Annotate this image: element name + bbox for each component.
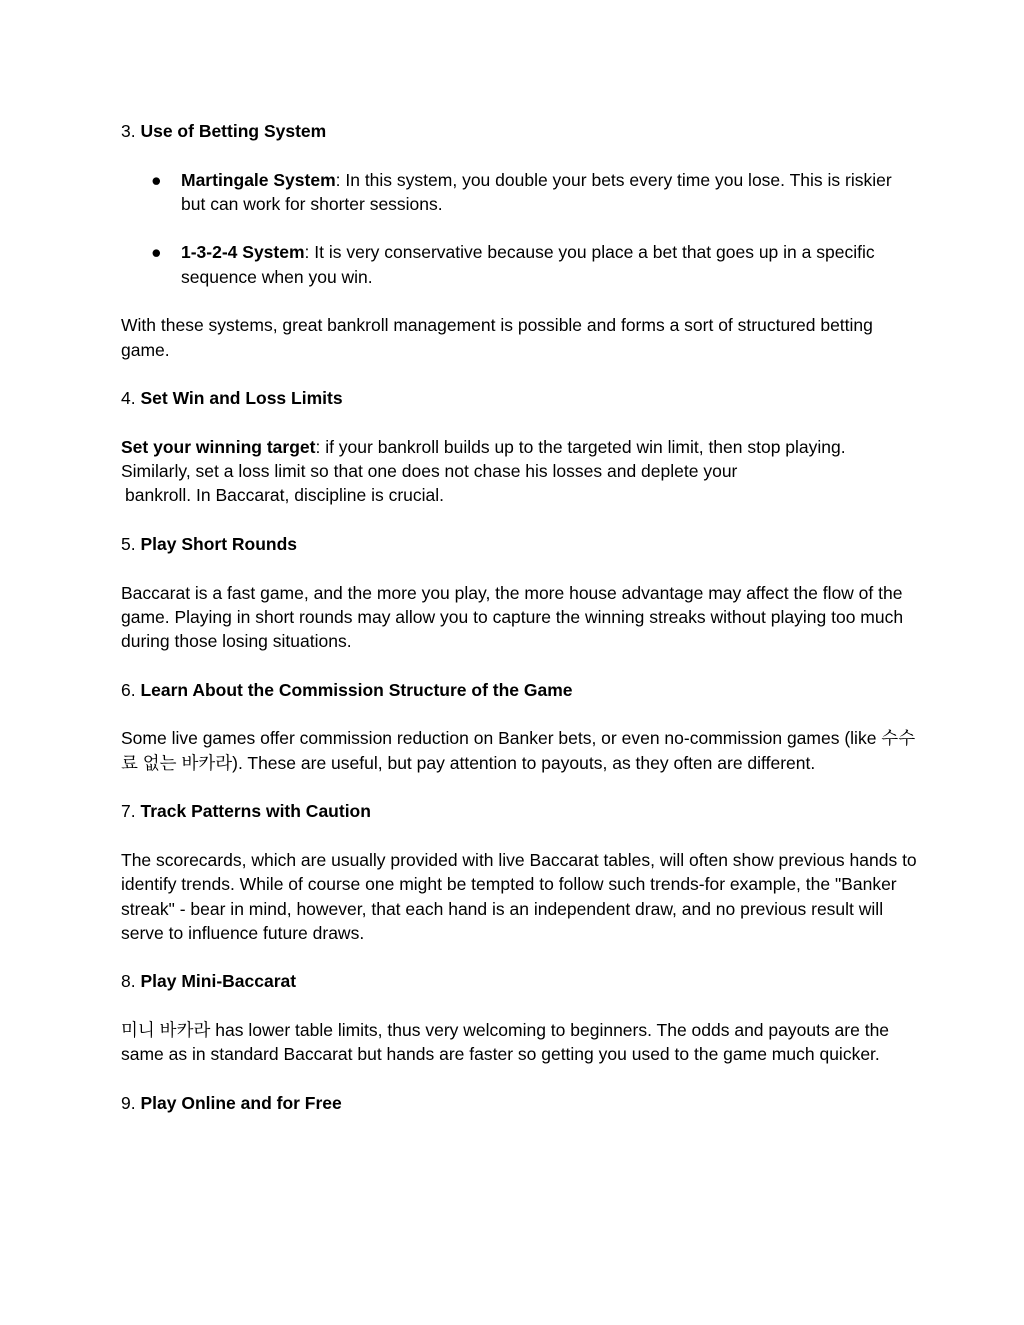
section-5-number: 5. [121,534,141,555]
section-4-body [121,435,921,508]
list-item [121,240,921,289]
section-9-number: 9. [121,1092,141,1113]
section-4-heading [121,386,921,410]
section-6-body: Some live games offer commission reduction on Banker bets, or even no-commission games (like 수수료 없는 바카라). These are useful, but pay attention to payouts, as they often are different. [121,728,916,773]
winning-target-term: Set your winning target [121,436,316,457]
1324-term: 1-3-2-4 System [181,242,305,263]
section-3-closing: With these systems, great bankroll management is possible and forms a sort of structured betting game. [121,315,873,360]
section-4-title: Set Win and Loss Limits [140,388,343,409]
section-9-title: Play Online and for Free [140,1092,342,1113]
section-6-title: Learn About the Commission Structure of the Game [140,679,573,700]
section-7-heading [121,799,921,823]
martingale-term: Martingale System [181,169,336,190]
section-8-title: Play Mini-Baccarat [140,971,297,992]
betting-systems-list [121,168,921,289]
bullet-icon: ● [151,242,162,263]
section-7-number: 7. [121,801,141,822]
martingale-text: : In this system, you double your bets every time you lose. This is riskier but can work for shorter sessions. [181,169,892,214]
document-page [121,119,921,1139]
section-4-number: 4. [121,388,141,409]
section-6-heading [121,678,921,702]
section-5-heading [121,532,921,556]
section-3-title: Use of Betting System [140,121,327,141]
section-8-body: 미니 바카라 has lower table limits, thus very welcoming to beginners. The odds and payouts are the same as in standard Baccarat but hands are faster so getting you used to the game much quicker. [121,1019,890,1065]
section-8-number: 8. [121,971,141,992]
section-3-heading [121,119,921,143]
section-5-body: Baccarat is a fast game, and the more you play, the more house advantage may affect the flow of the game. Playing in short rounds may allow you to capture the winning streaks without playing too much during those losing situations. [121,582,904,652]
section-7-title: Track Patterns with Caution [140,801,371,822]
section-8-heading [121,969,921,993]
1324-text: : It is very conservative because you place a bet that goes up in a specific sequence when you win. [181,242,875,287]
section-6-number: 6. [121,679,141,700]
section-3-number: 3. [121,121,141,141]
section-4-line-3: bankroll. In Baccarat, discipline is crucial. [125,485,445,506]
section-9-heading [121,1091,921,1115]
section-7-body: The scorecards, which are usually provided with live Baccarat tables, will often show previous hands to identify trends. While of course one might be tempted to follow such trends-for example, the "Banker streak" - bear in mind, however, that each hand is an independent draw, and no previous result will serve to influence future draws. [121,849,917,943]
bullet-icon: ● [151,169,162,190]
section-4-line-2: Similarly, set a loss limit so that one does not chase his losses and deplete your [121,461,738,482]
section-5-title: Play Short Rounds [140,534,298,555]
section-4-line-1: : if your bankroll builds up to the targeted win limit, then stop playing. [315,436,846,457]
list-item [121,168,921,217]
